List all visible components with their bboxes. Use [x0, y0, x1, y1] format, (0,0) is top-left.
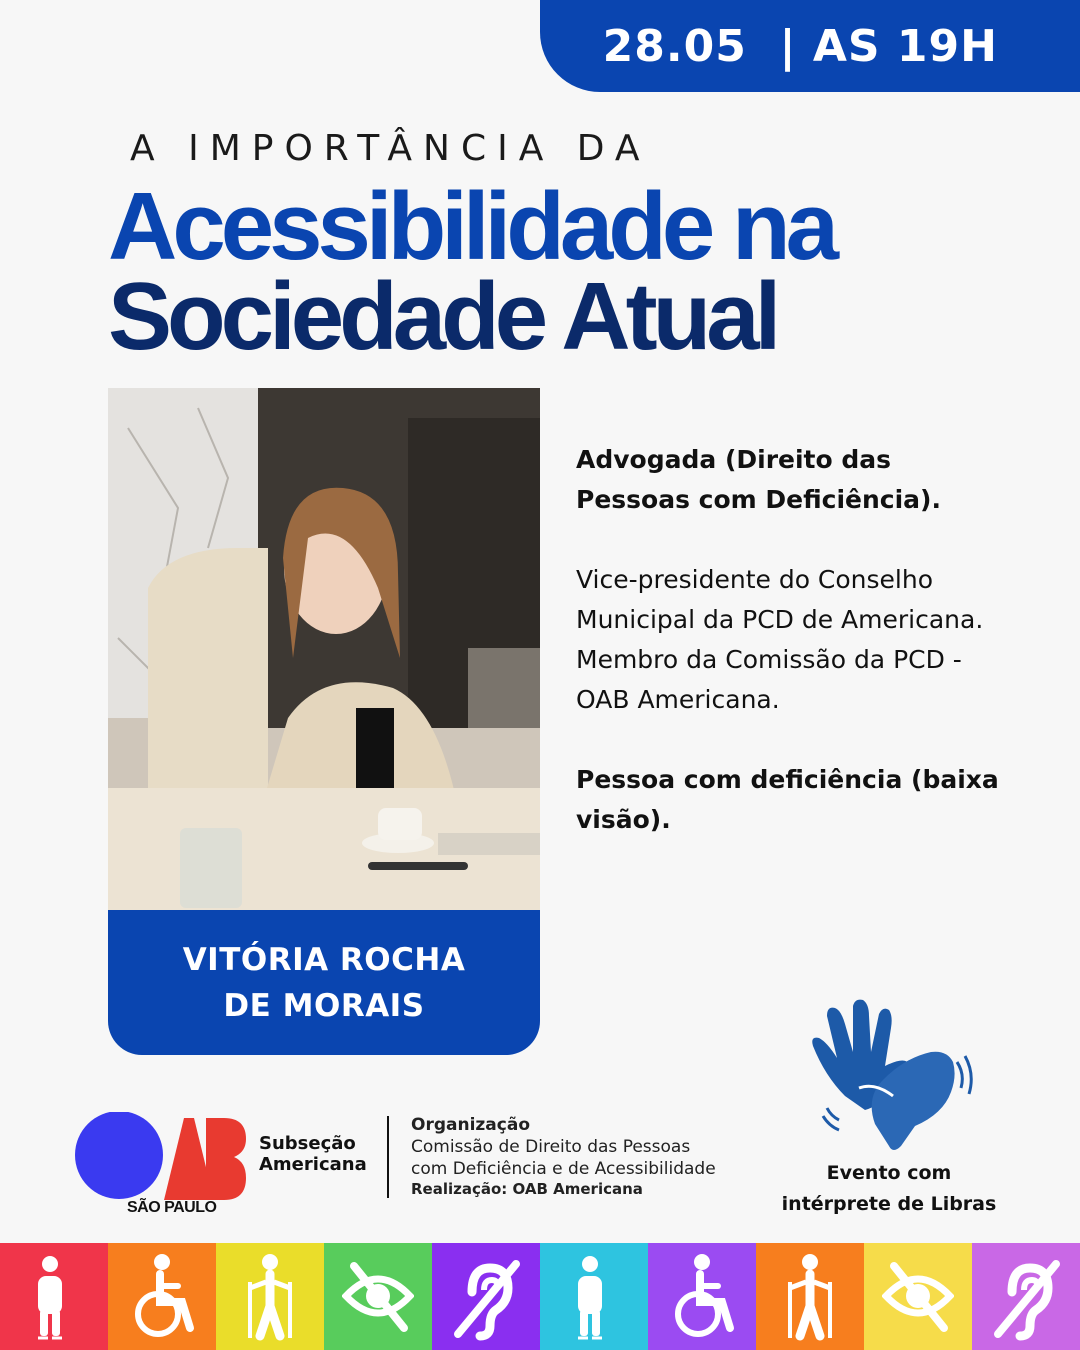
org-line-2: com Deficiência e de Acessibilidade: [411, 1159, 716, 1179]
wheelchair-icon: [128, 1252, 196, 1342]
strip-tile: [0, 1243, 108, 1350]
speaker-name-line-2: DE MORAIS: [223, 987, 425, 1024]
speaker-name-line-1: VITÓRIA ROCHA: [182, 941, 466, 978]
headline-kicker: A IMPORTÂNCIA DA: [130, 128, 651, 169]
hearing-impaired-icon: [990, 1252, 1062, 1342]
speaker-photo-illustration: [108, 388, 540, 910]
date-banner: [540, 0, 1080, 92]
subsecao-line-2: Americana: [259, 1154, 367, 1175]
organization-info: [411, 1114, 716, 1199]
headline-title: [108, 173, 1008, 370]
libras-line-2: intérprete de Libras: [781, 1193, 997, 1215]
subsecao-line-1: Subseção: [259, 1133, 356, 1154]
strip-tile: [216, 1243, 324, 1350]
strip-tile: [756, 1243, 864, 1350]
title-line-2: Sociedade Atual: [108, 263, 777, 370]
eye-slash-icon: [342, 1252, 414, 1342]
strip-tile: [324, 1243, 432, 1350]
strip-tile: [540, 1243, 648, 1350]
speaker-bio: [576, 440, 1006, 880]
org-heading: Organização: [411, 1115, 530, 1135]
title-line-1: Acessibilidade na: [108, 173, 834, 280]
speaker-photo: [108, 388, 540, 910]
libras-line-1: Evento com: [826, 1162, 952, 1184]
org-line-1: Comissão de Direito das Pessoas: [411, 1137, 691, 1157]
libras-notice: [760, 1158, 1018, 1220]
event-time: AS 19H: [812, 20, 998, 72]
strip-tile: [864, 1243, 972, 1350]
strip-tile: [432, 1243, 540, 1350]
bio-profession: Advogada (Direito das Pessoas com Deficiência).: [576, 445, 941, 514]
date-separator: |: [746, 20, 813, 72]
speaker-name-card: [108, 910, 540, 1055]
strip-tile: [108, 1243, 216, 1350]
oab-logo: [74, 1112, 249, 1226]
event-date: 28.05: [602, 20, 747, 72]
accessibility-icon-strip: [0, 1243, 1080, 1350]
bio-roles: Vice-presidente do Conselho Municipal da PCD de Americana. Membro da Comissão da PCD - OAB Americana.: [576, 565, 984, 714]
person-icon: [560, 1252, 628, 1342]
strip-tile: [972, 1243, 1080, 1350]
bio-disability: Pessoa com deficiência (baixa visão).: [576, 765, 999, 834]
person-icon: [20, 1252, 88, 1342]
hearing-impaired-icon: [450, 1252, 522, 1342]
footer-divider: [387, 1116, 389, 1198]
oab-logo-text: SÃO PAULO: [127, 1199, 217, 1216]
sign-language-icon: [805, 996, 975, 1160]
strip-tile: [648, 1243, 756, 1350]
eye-slash-icon: [882, 1252, 954, 1342]
wheelchair-icon: [668, 1252, 736, 1342]
subsecao-label: [259, 1133, 367, 1175]
crutches-icon: [236, 1252, 304, 1342]
crutches-icon: [776, 1252, 844, 1342]
org-realizacao: Realização: OAB Americana: [411, 1180, 643, 1198]
